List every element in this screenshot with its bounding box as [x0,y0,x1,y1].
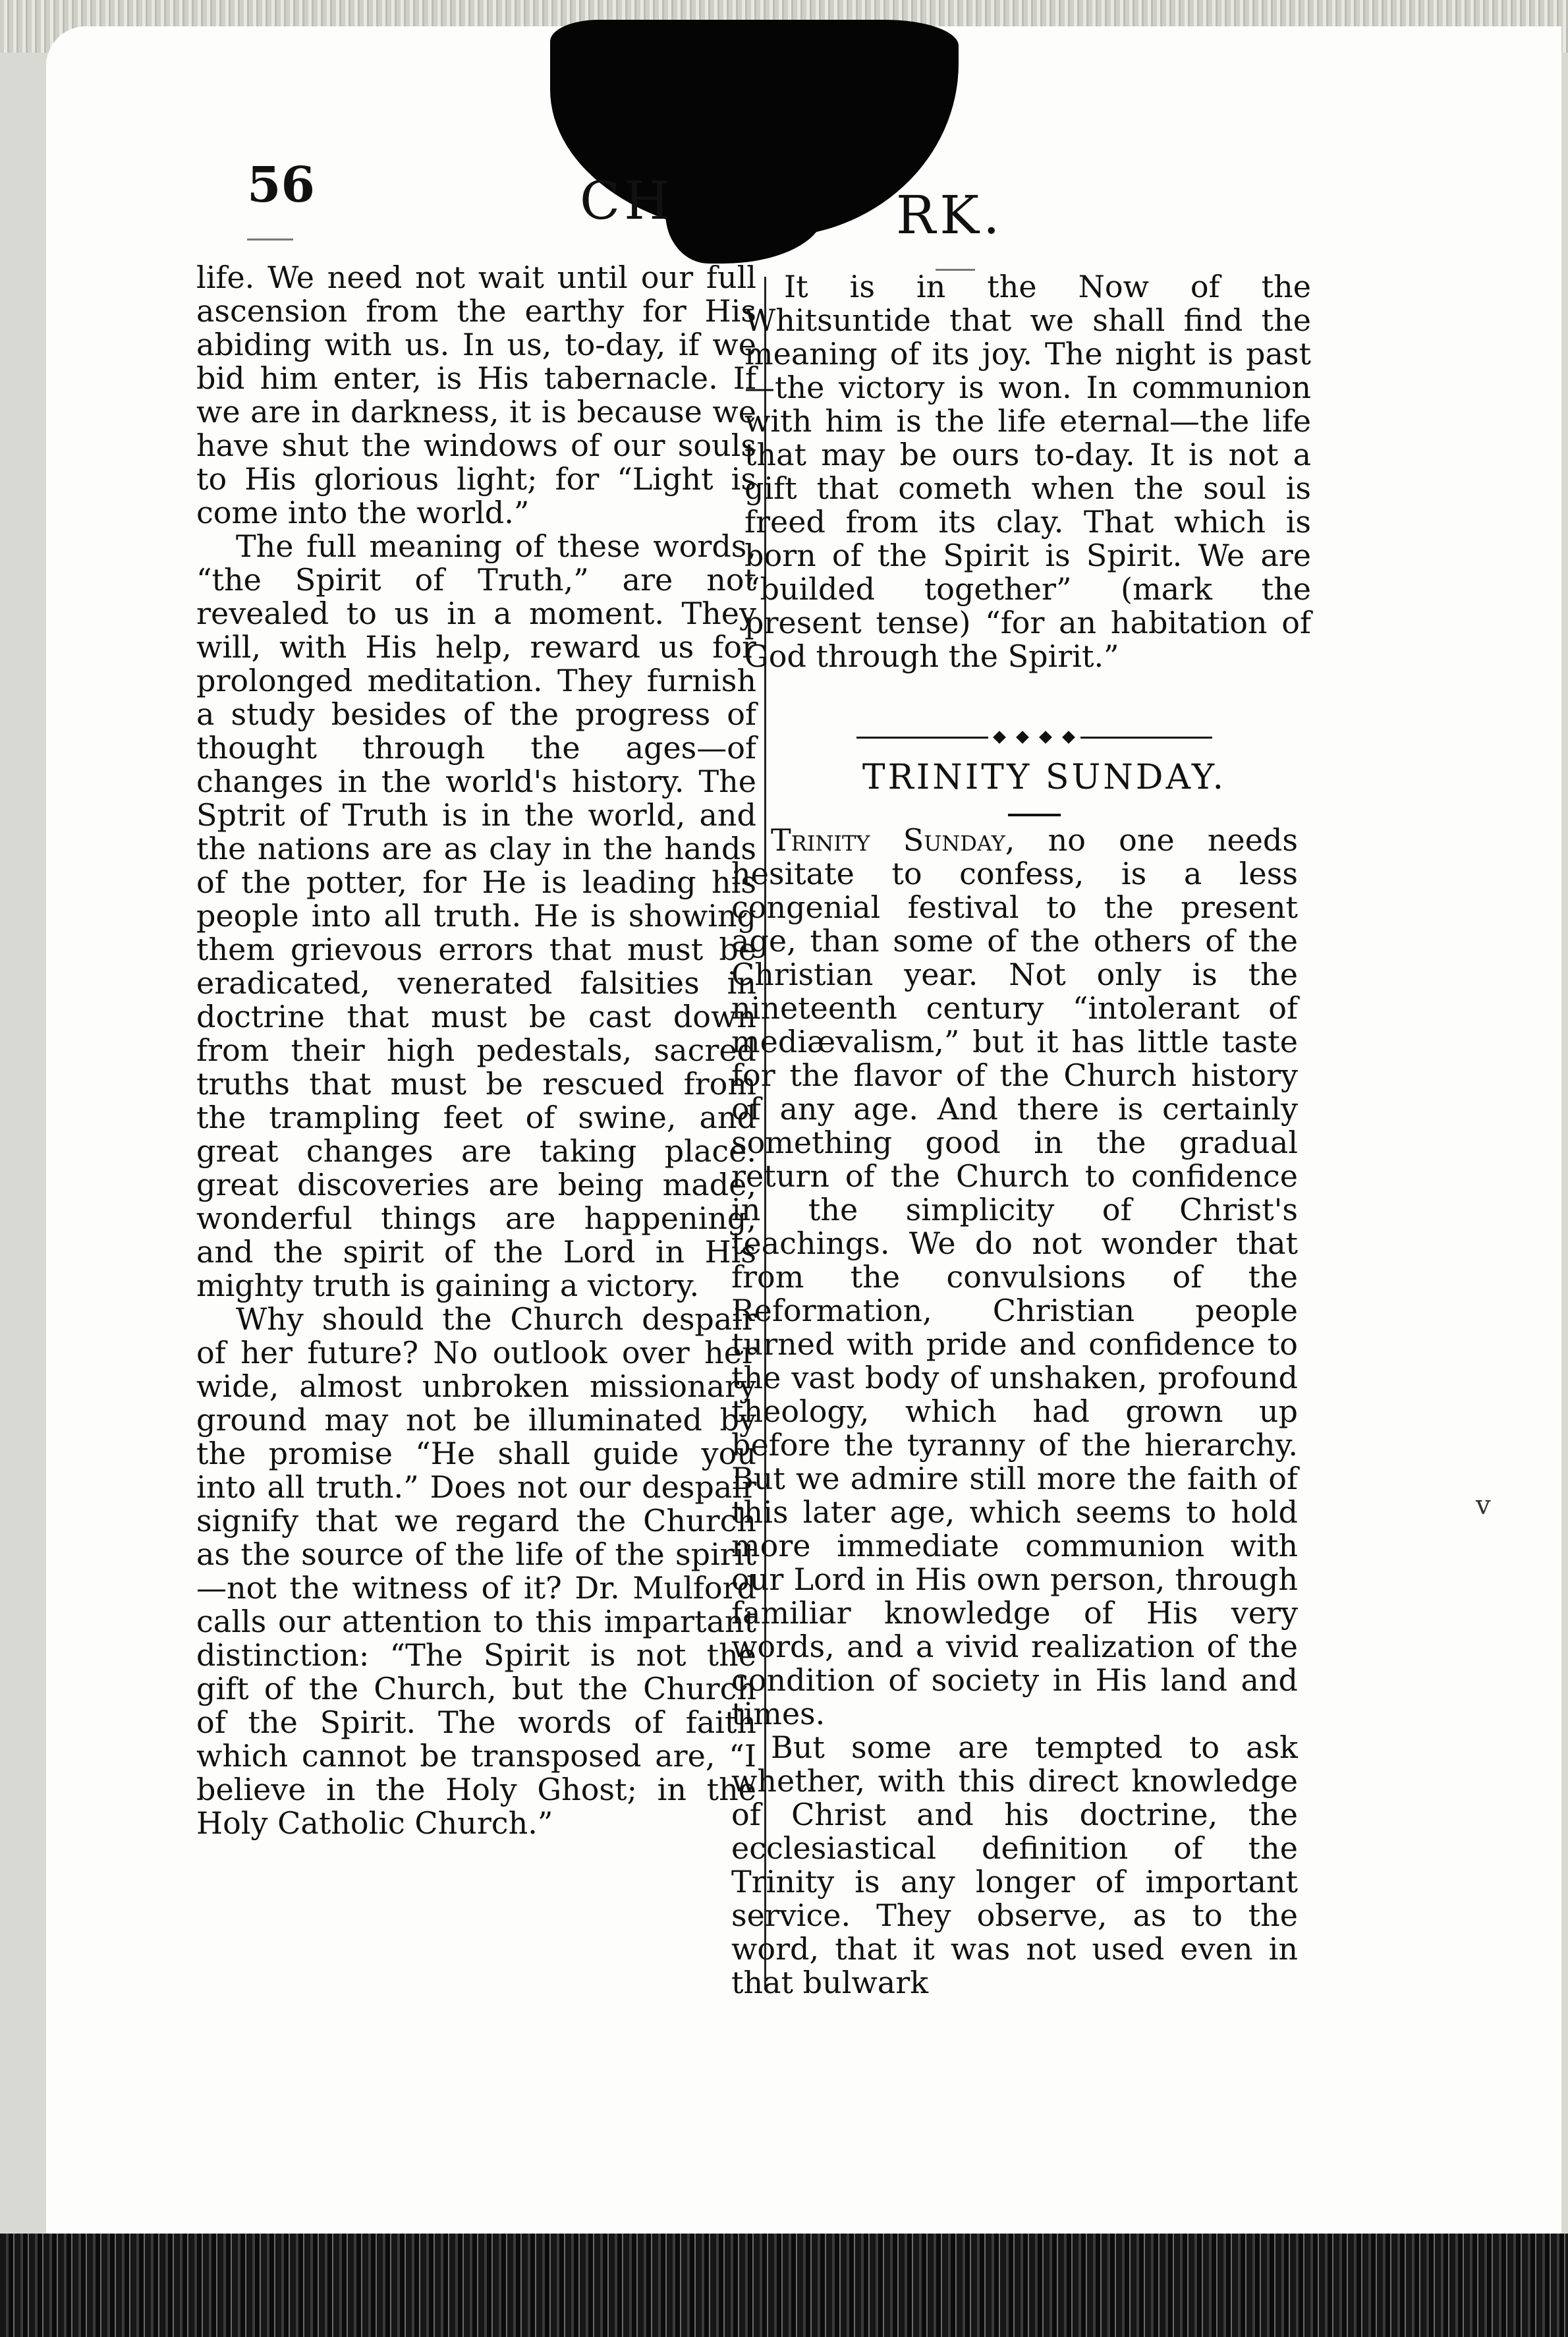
title-rule [1008,814,1061,816]
margin-mark: v [1476,1490,1491,1521]
paragraph: life. We need not wait until our full ascension from the earthy for His abiding with us. In us, to-day, if we bid him enter, is His tabernacle. If we are in darkness, it is because we have shut the windows of our souls to His glorious light; for “Light is come into the world.” [196,260,756,530]
paragraph: Why should the Church despair of her future? No outlook over her wide, almost unbroken missionary ground may not be illuminated by the promise “He shall guide you into all truth.” Does not our despair signify that we regard the Church as the source of the life of the spirit—not the witness of it? Dr. Mulford calls our attention to this impartant distinction: “The Spirit is not the gift of the Church, but the Church of the Spirit. The words of faith which cannot be transposed are, “I believe in the Holy Ghost; in the Holy Catholic Church.” [196,1301,756,1841]
page-number: 56 [247,157,315,213]
paragraph: It is in the Now of the Whitsuntide that we shall find the meaning of its joy. The night is past—the victory is won. In communion with him is the life eternal—the life that may be ours to-day. It is not a gift that cometh when the soul is freed from its clay. That which is born of the Spirit is Spirit. We are “builded together” (mark the present tense) “for an habitation of God through the Spirit.” [744,269,1311,674]
section-title: TRINITY SUNDAY. [862,758,1227,797]
paragraph [731,824,1298,1731]
right-column-body [731,824,1298,2000]
paragraph: The full meaning of these words, “the Spirit of Truth,” are not revealed to us in a moment. They will, with His help, reward us for prolonged meditation. They furnish a study besides of the progress of thought through the ages—of changes in the world's history. The Sptrit of Truth is in the world, and the nations are as clay in the hands of the potter, for He is leading his people into all truth. He is showing them grievous errors that must be eradicated, venerated falsities in doctrine that must be cast down from their high pedestals, sacred truths that must be rescued from the trampling feet of swine, and great changes are taking place. great discoveries are being made, wonderful things are happening, and the spirit of the Lord in His mighty truth is gaining a victory. [196,528,756,1303]
right-column-top [744,270,1311,673]
lead-words: Trinity Sunday [771,822,1005,858]
running-title-right: RK. [896,184,1004,246]
paragraph: But some are tempted to ask whether, with this direct knowledge of Christ and his doctrine, the ecclesiastical definition of the Trinity is any longer of important service. They observe, as to the word, that it was not used even in that bulwark [731,1730,1298,2000]
header-dash-left [247,239,293,240]
running-title-left: CH [580,170,674,231]
paragraph-text: , no one needs hesitate to confess, is a less congenial festival to the present age, than some of the others of the Christian year. Not only is the nineteenth century “intolerant of mediævalism,” but it has little taste for the flavor of the Church history of any age. And there is certainly something good in the gradual return of the Church to confidence in the simplicity of Christ's teachings. We do not wonder that from the convulsions of the Reformation, Christian people turned with pride and confidence to the vast body of unshaken, profound theology, which had grown up before the tyranny of the hierarchy. But we admire still more the faith of this later age, which seems to hold more immediate communion with our Lord in His own person, through familiar knowledge of His very words, and a vivid realization of the condition of society in His land and times. [731,822,1298,1732]
section-ornament [856,733,1212,742]
left-column [196,261,756,1840]
scan-bottom-edge [0,2234,1568,2337]
